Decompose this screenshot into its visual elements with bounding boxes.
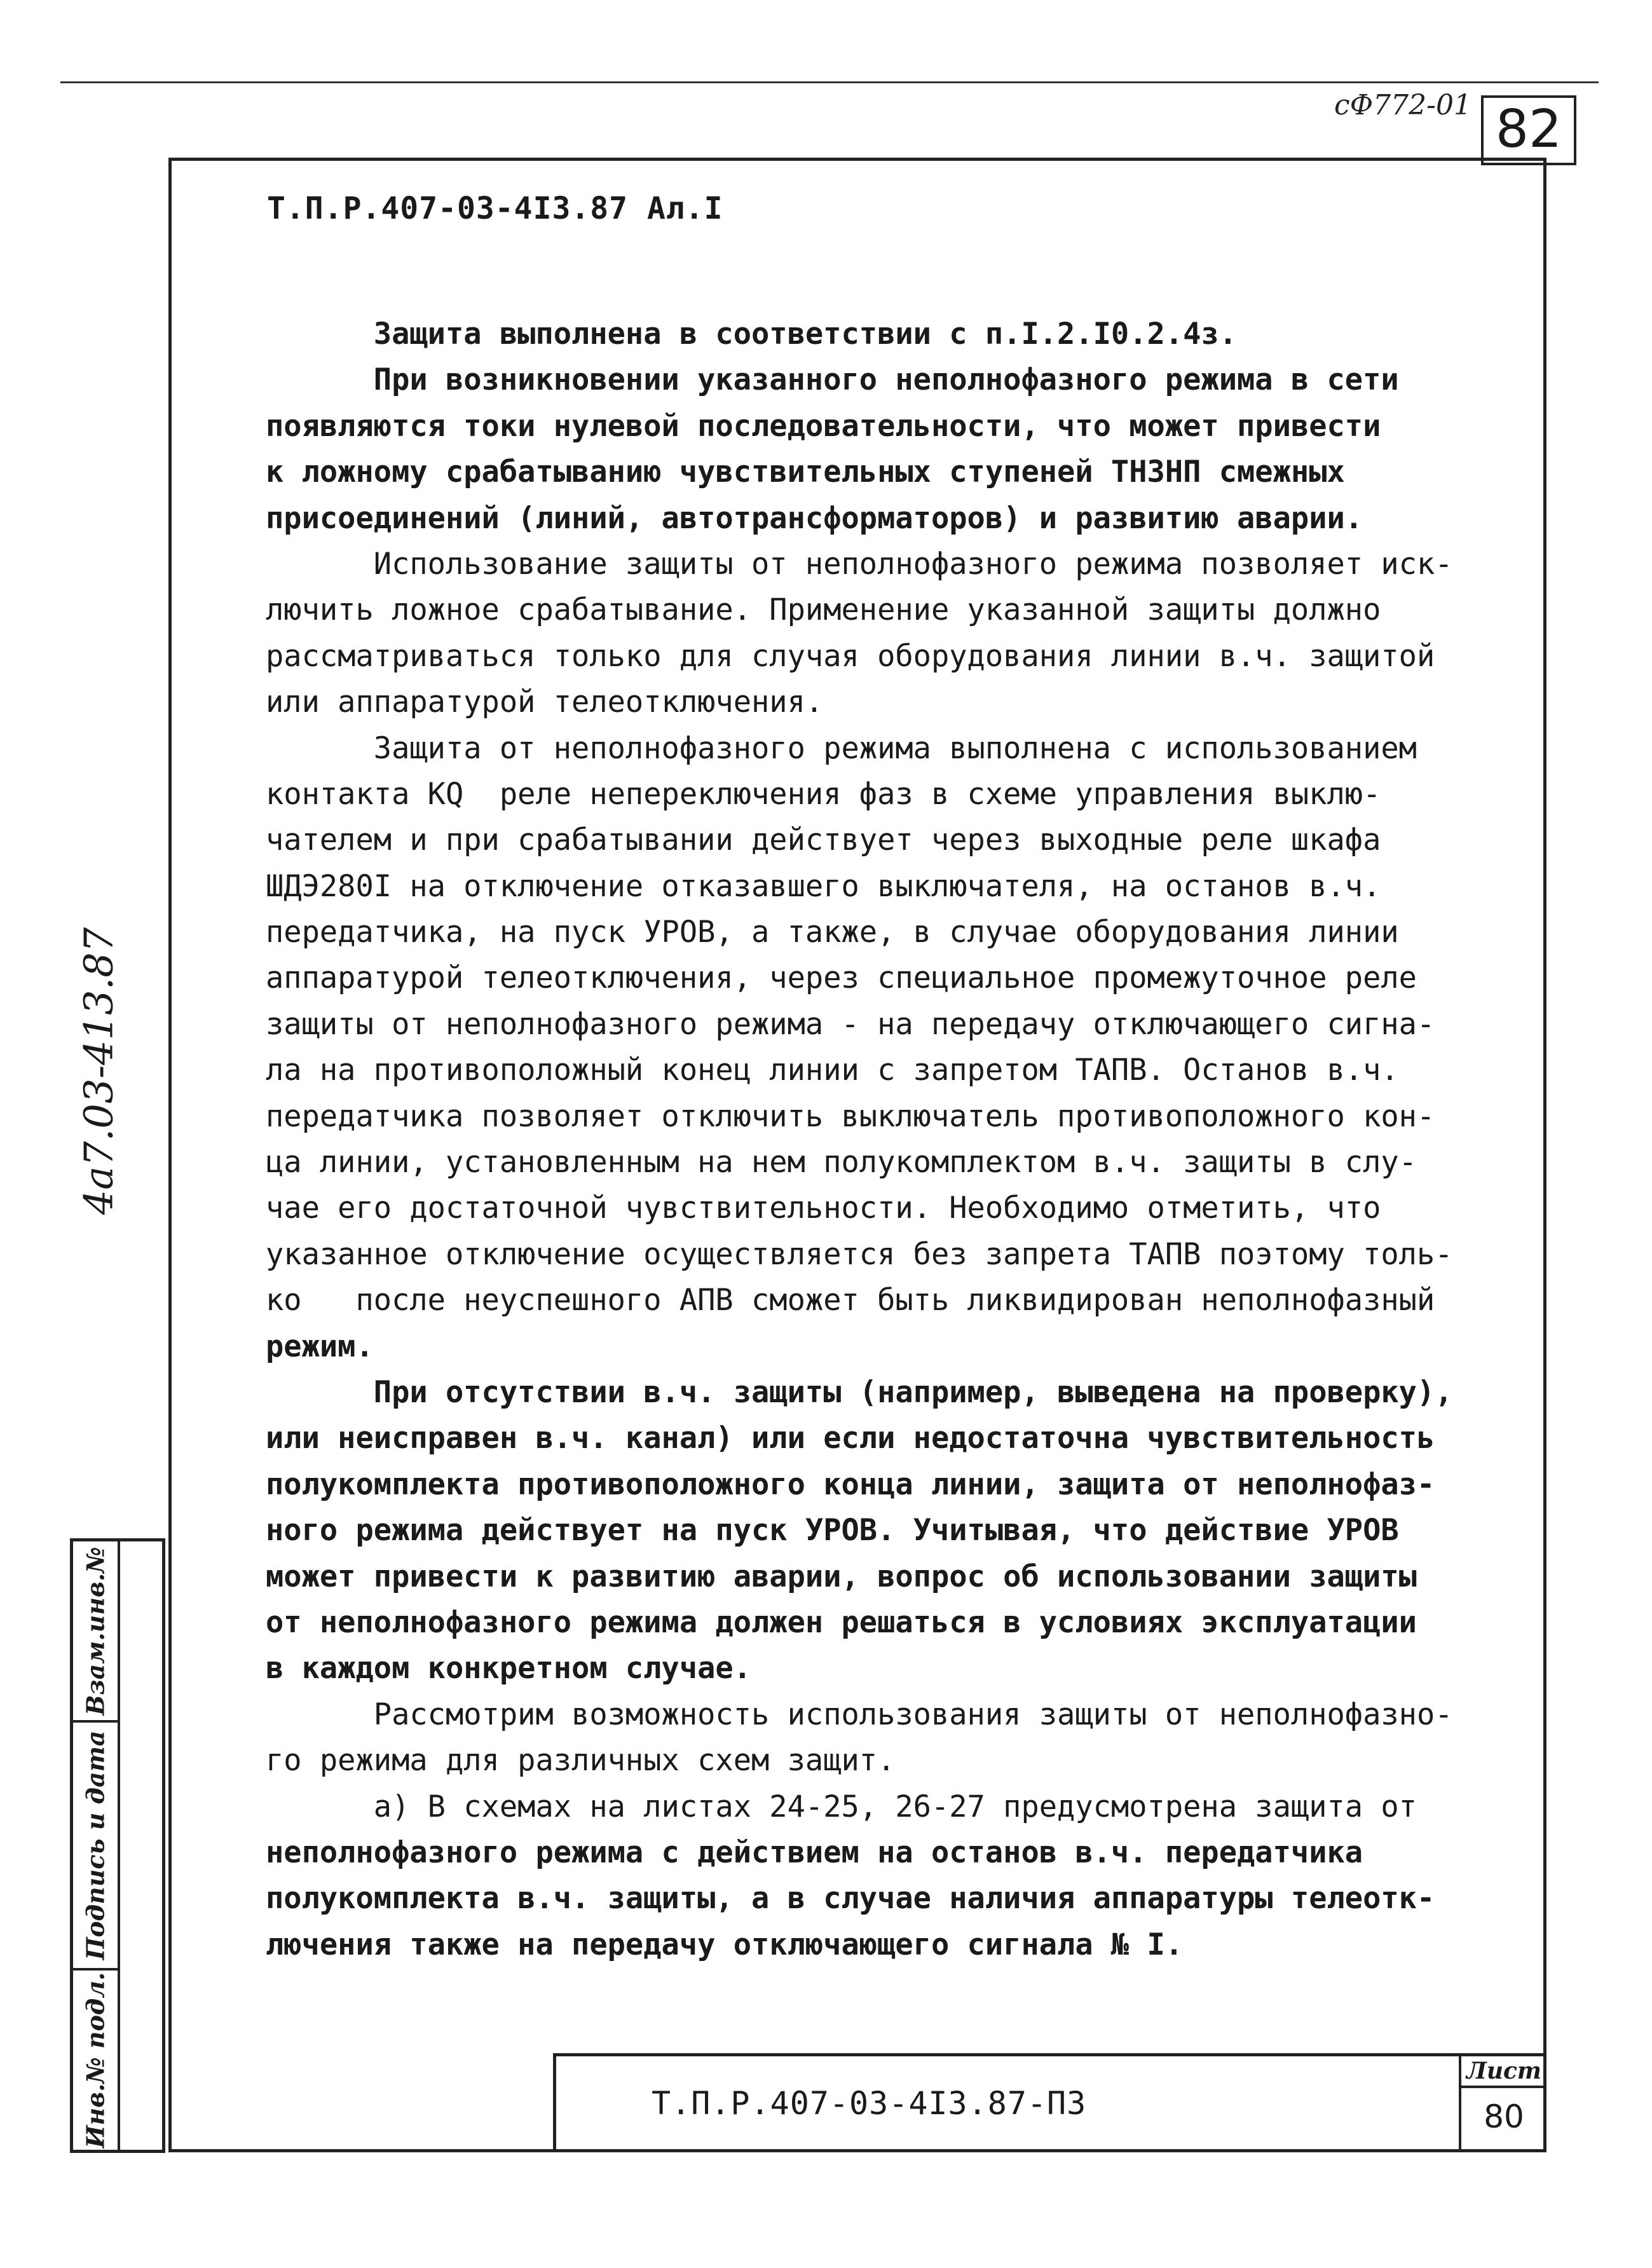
text-line: ла на противоположный конец линии с запретом ТАПВ. Останов в.ч. [266, 1053, 1399, 1088]
sheet-number: 80 [1484, 2098, 1524, 2135]
sheet-box [1459, 2056, 1546, 2152]
stamp-cell-signature [73, 1723, 118, 1971]
text-line: полукомплекта противоположного конца линии, защита от неполнофаз- [266, 1466, 1435, 1502]
text-line: лючения также на передачу отключающего сигнала № I. [266, 1927, 1184, 1962]
spine-note [51, 922, 146, 1220]
title-block [553, 2053, 1546, 2152]
text-line: передатчика позволяет отключить выключатель противоположного кон- [266, 1098, 1435, 1134]
text-line: При отсутствии в.ч. защиты (например, выведена на проверку), [266, 1374, 1453, 1410]
text-line: или неисправен в.ч. канал) или если недостаточна чувствительность [266, 1421, 1435, 1456]
stamp-cell-replacement [73, 1541, 118, 1723]
text-line: чателем и при срабатывании действует через выходные реле шкафа [266, 823, 1381, 858]
text-line: Защита от неполнофазного режима выполнена с использованием [266, 730, 1417, 766]
text-line: присоединений (линий, автотрансформаторов) и развитию аварии. [266, 500, 1363, 536]
spine-note-text: 4а7.03-413.87 [75, 927, 122, 1215]
text-line: ШДЭ280I на отключение отказавшего выключателя, на останов в.ч. [266, 868, 1381, 904]
text-line: от неполнофазного режима должен решаться в условиях эксплуатации [266, 1604, 1417, 1640]
stamp-column [70, 1538, 165, 2153]
text-line: чае его достаточной чувствительности. Необходимо отметить, что [266, 1191, 1381, 1226]
stamp-label-inventory: Инв.№ подл. [81, 1972, 110, 2148]
text-line: в каждом конкретном случае. [266, 1651, 752, 1686]
archive-code: сФ772-01 [1334, 89, 1471, 121]
title-block-code: Т.П.Р.407-03-4I3.87-ПЗ [652, 2085, 1087, 2122]
text-line: может привести к развитию аварии, вопрос об использовании защиты [266, 1559, 1417, 1594]
text-line: лючить ложное срабатывание. Применение указанной защиты должно [266, 592, 1381, 628]
text-line: указанное отключение осуществляется без запрета ТАПВ поэтому толь- [266, 1236, 1453, 1272]
text-line: к ложному срабатыванию чувствительных ступеней ТНЗНП смежных [266, 454, 1345, 490]
body-text [266, 311, 1521, 1968]
sheet-label: Лист [1461, 2056, 1546, 2088]
text-line: полукомплекта в.ч. защиты, а в случае наличия аппаратуры телеотк- [266, 1881, 1435, 1916]
stamp-cell-inventory [73, 1971, 118, 2150]
document-header: Т.П.Р.407-03-4I3.87 Ал.I [267, 191, 723, 226]
text-line: При возникновении указанного неполнофазного режима в сети [266, 362, 1399, 398]
top-rule [60, 81, 1599, 83]
stamp-divider [118, 1541, 120, 2150]
text-line: Использование защиты от неполнофазного режима позволяет иск- [266, 546, 1453, 582]
stamp-label-replacement: Взам.инв.№ [81, 1546, 110, 1716]
text-line: передатчика, на пуск УРОВ, а также, в случае оборудования линии [266, 915, 1399, 950]
text-line: Рассмотрим возможность использования защиты от неполнофазно- [266, 1697, 1453, 1732]
text-line: рассматриваться только для случая оборудования линии в.ч. защитой [266, 638, 1435, 674]
text-line: режим. [266, 1329, 374, 1364]
text-line: или аппаратурой телеотключения. [266, 685, 824, 720]
text-line: контакта KQ реле непереключения фаз в схеме управления выклю- [266, 776, 1381, 812]
text-line: защиты от неполнофазного режима - на передачу отключающего сигна- [266, 1006, 1435, 1042]
text-line: неполнофазного режима с действием на останов в.ч. передатчика [266, 1834, 1363, 1870]
text-line: ного режима действует на пуск УРОВ. Учитывая, что действие УРОВ [266, 1513, 1399, 1548]
page-number: 82 [1481, 95, 1576, 165]
text-line: аппаратурой телеотключения, через специальное промежуточное реле [266, 960, 1417, 996]
text-line: го режима для различных схем защит. [266, 1743, 896, 1779]
text-line: ко после неуспешного АПВ сможет быть ликвидирован неполнофазный [266, 1283, 1435, 1318]
text-line: Защита выполнена в соответствии с п.I.2.I0.2.4з. [266, 317, 1238, 352]
text-line: ца линии, установленным на нем полукомплектом в.ч. защиты в слу- [266, 1145, 1417, 1180]
text-line: а) В схемах на листах 24-25, 26-27 предусмотрена защита от [266, 1789, 1417, 1824]
stamp-label-signature: Подпись и дата [81, 1730, 110, 1960]
text-line: появляются токи нулевой последовательности, что может привести [266, 408, 1381, 444]
